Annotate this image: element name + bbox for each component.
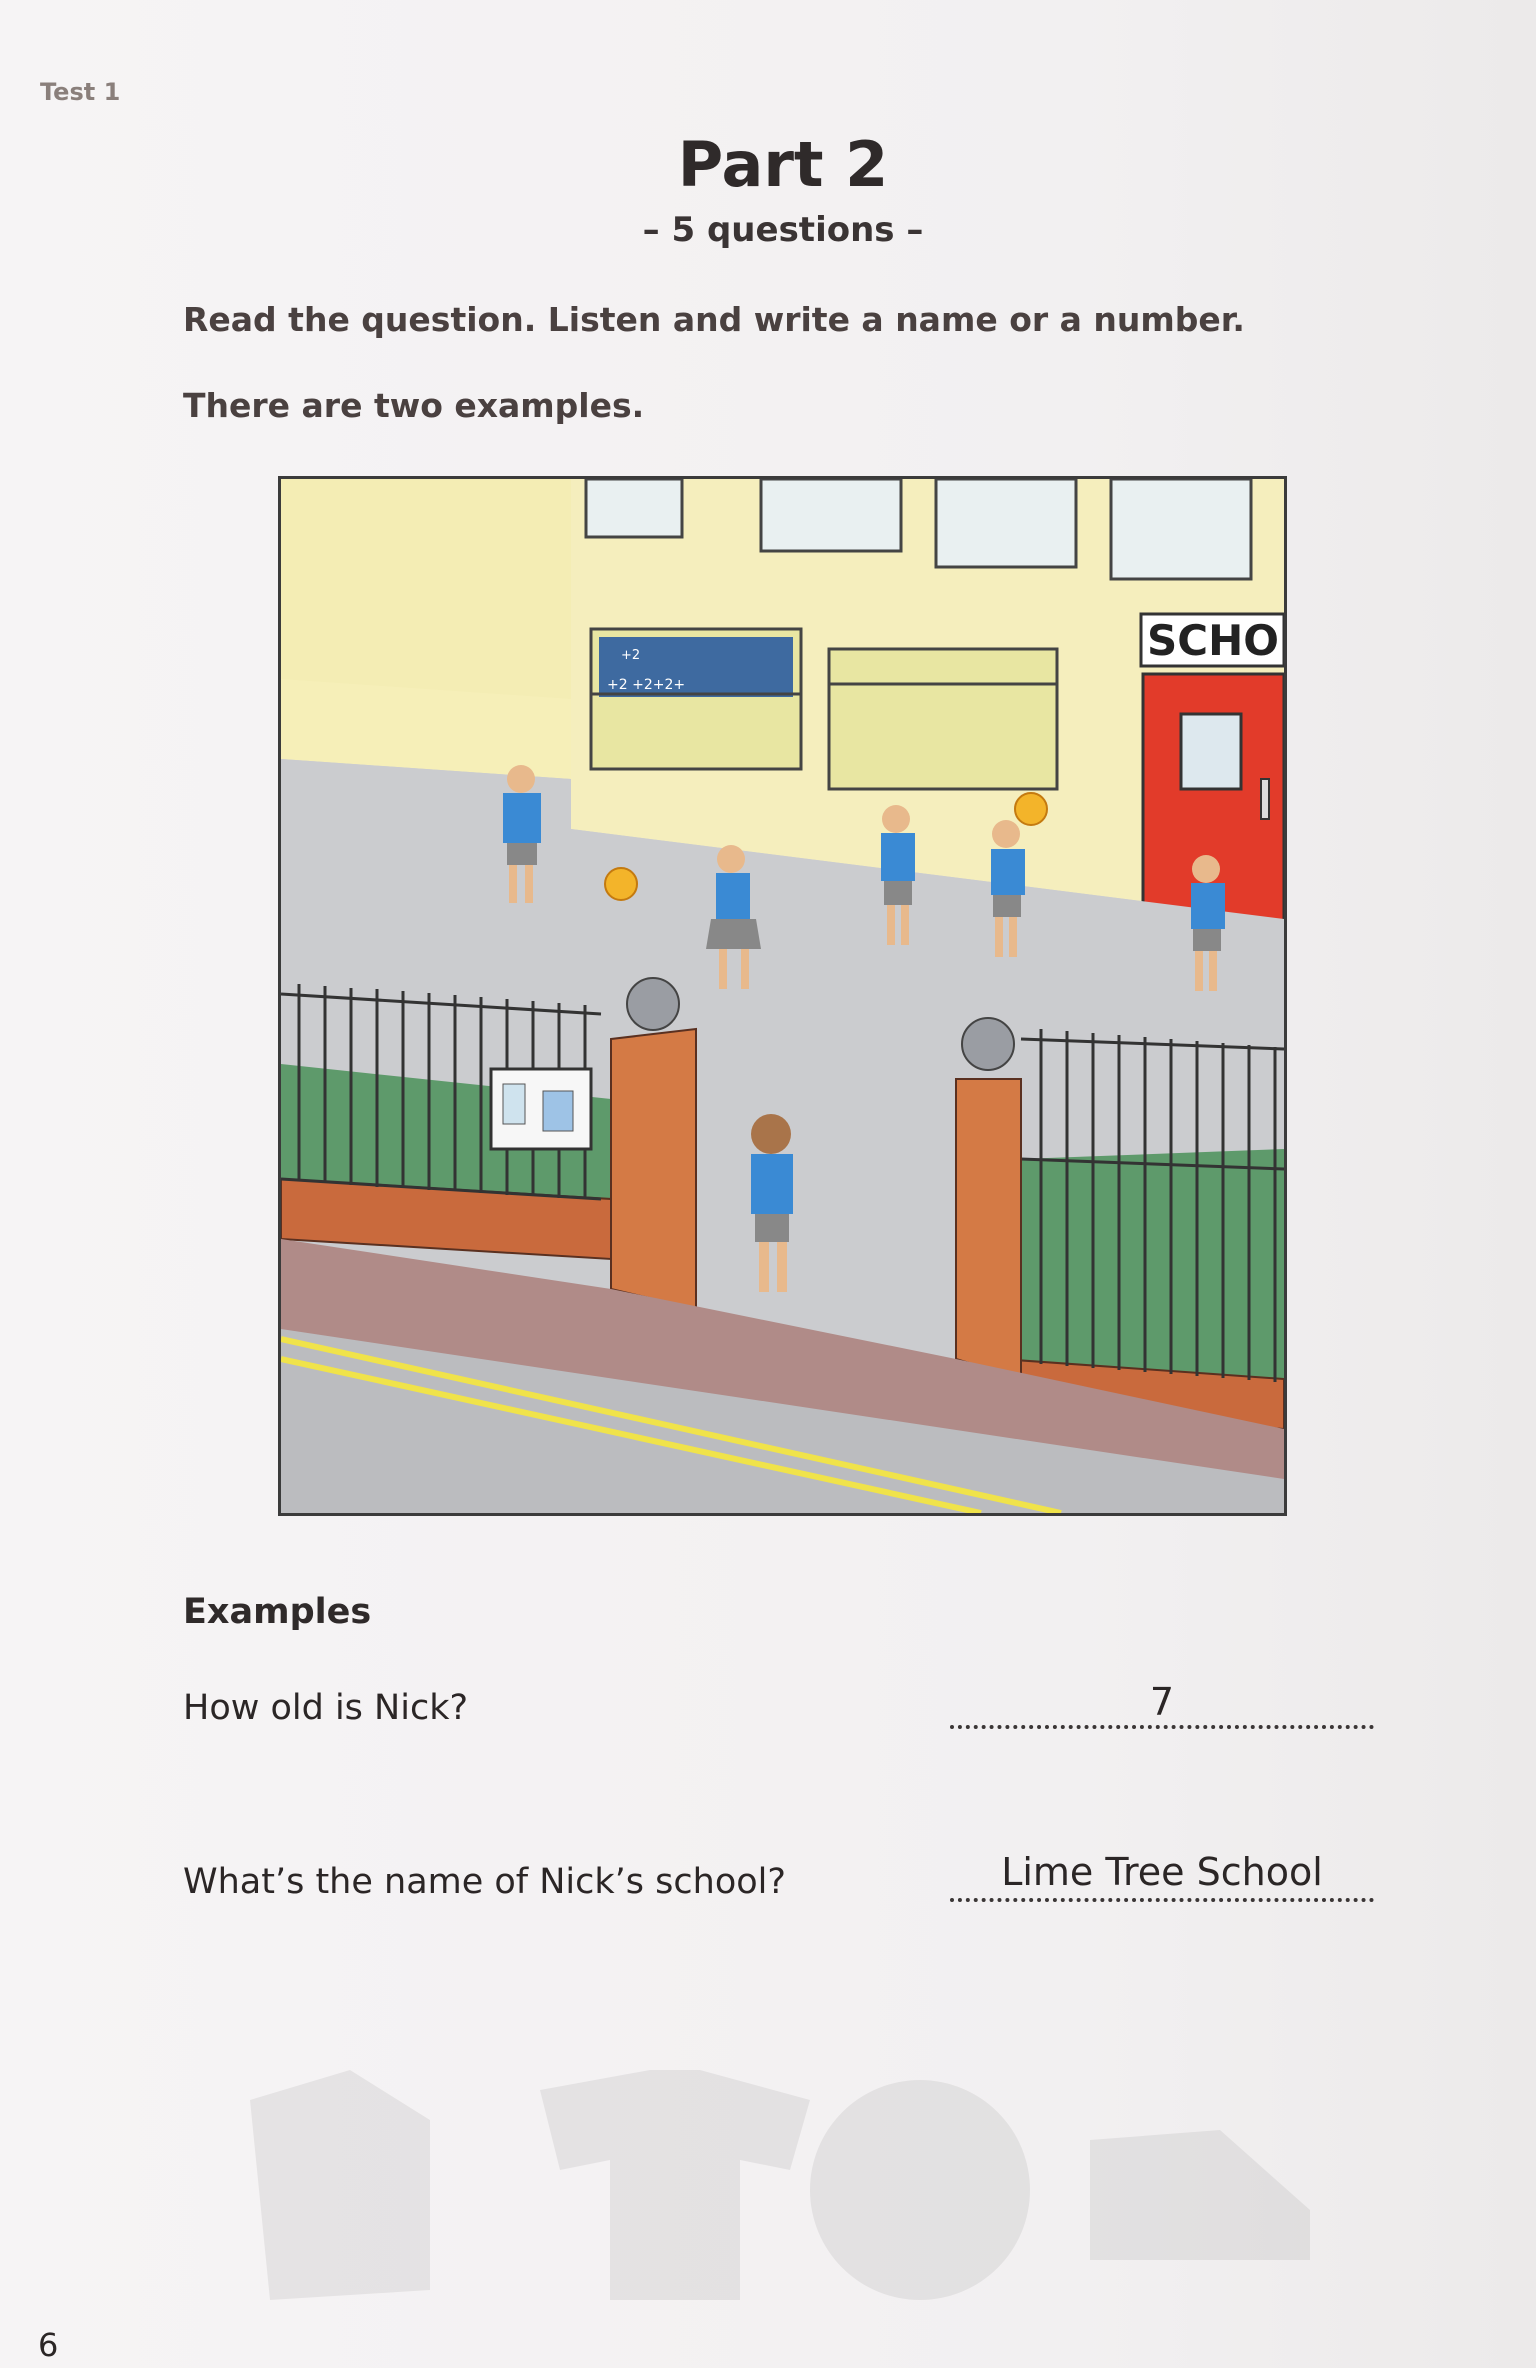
- instruction-1: Read the question. Listen and write a name or a number.: [183, 300, 1245, 339]
- example-answer-1: 7: [1149, 1680, 1175, 1724]
- answer-line-1: [950, 1725, 1374, 1729]
- example-question-2: What’s the name of Nick’s school?: [183, 1862, 786, 1902]
- board-text-top: +2: [621, 648, 641, 663]
- part-title: Part 2: [677, 128, 889, 201]
- part-subtitle: – 5 questions –: [642, 210, 924, 250]
- page-number: 6: [38, 2326, 59, 2364]
- answer-line-2: [950, 1898, 1374, 1902]
- schoolyard-illustration: [278, 476, 1287, 1516]
- example-answer-2: Lime Tree School: [1001, 1850, 1323, 1894]
- board-text: +2 +2+2+: [607, 677, 686, 693]
- example-question-1: How old is Nick?: [183, 1688, 469, 1728]
- school-sign: SCHO: [1147, 616, 1279, 665]
- instruction-2: There are two examples.: [183, 386, 645, 425]
- examples-heading: Examples: [183, 1592, 372, 1632]
- running-head: Test 1: [40, 78, 121, 106]
- show-through-shapes: [230, 2060, 1330, 2320]
